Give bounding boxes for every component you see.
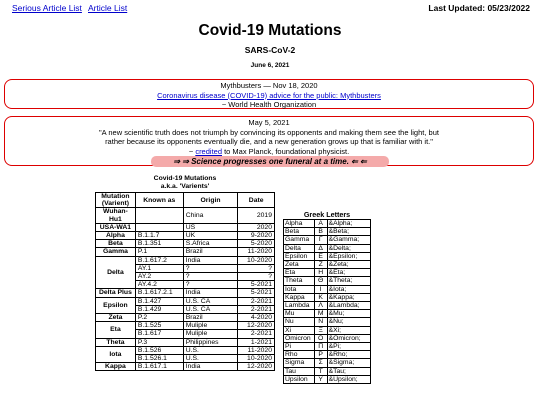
date-cell: 11-2020	[238, 346, 275, 354]
letter-name-cell: Tau	[284, 367, 315, 375]
letter-char-cell: Α	[314, 220, 327, 228]
letter-entity-cell: &Omicron;	[327, 334, 370, 342]
letter-char-cell: Ζ	[314, 261, 327, 269]
table-row	[284, 244, 371, 252]
variant-name: USA-WA1	[96, 223, 136, 231]
variant-name: Eta	[96, 322, 136, 338]
top-nav	[10, 3, 530, 16]
known-as-cell: AY.1	[135, 264, 183, 272]
variant-name: Beta	[96, 240, 136, 248]
last-updated: Last Updated: 05/23/2022	[428, 3, 530, 13]
funeral-banner: ⇒ ⇒ Science progresses one funeral at a time. ⇐ ⇐	[151, 156, 389, 167]
origin-cell: ?	[183, 281, 238, 289]
table-row	[96, 223, 275, 231]
letter-name-cell: Mu	[284, 310, 315, 318]
table-row	[284, 302, 371, 310]
letter-name-cell: Kappa	[284, 293, 315, 301]
table-row	[284, 293, 371, 301]
article-list-link[interactable]: Article List	[88, 3, 128, 13]
letter-char-cell: Ρ	[314, 351, 327, 359]
origin-cell: U.S.	[183, 346, 238, 354]
col-header-date: Date	[238, 193, 275, 208]
table-row	[96, 338, 275, 346]
date-cell: 2-2021	[238, 297, 275, 305]
table-row	[96, 297, 275, 305]
variant-name: Iota	[96, 346, 136, 362]
variant-name: Gamma	[96, 248, 136, 256]
date-cell: 5-2021	[238, 281, 275, 289]
letter-name-cell: Iota	[284, 285, 315, 293]
letter-name-cell: Upsilon	[284, 375, 315, 383]
quote-line-2: rather because its opponents eventually die, and a new generation grows up that is familiar with it."	[105, 137, 433, 146]
date-cell: ?	[238, 273, 275, 281]
date-cell: 4-2020	[238, 314, 275, 322]
variant-name: Theta	[96, 338, 136, 346]
table-row	[96, 208, 275, 223]
credit-prefix: ~	[188, 146, 196, 156]
who-mythbusters-link[interactable]: Coronavirus disease (COVID-19) advice for the public: Mythbusters	[157, 90, 381, 100]
known-as-cell: B.1.427	[135, 297, 183, 305]
origin-cell: S.Africa	[183, 240, 238, 248]
known-as-cell: B.1.351	[135, 240, 183, 248]
table-row	[96, 346, 275, 354]
table-row	[284, 367, 371, 375]
letter-entity-cell: &Sigma;	[327, 359, 370, 367]
variant-name: Kappa	[96, 363, 136, 371]
origin-cell: Muliple	[183, 330, 238, 338]
origin-cell: U.S.	[183, 355, 238, 363]
letter-char-cell: Κ	[314, 293, 327, 301]
variant-name: Delta	[96, 256, 136, 289]
date-cell: 12-2020	[238, 322, 275, 330]
letter-entity-cell: &Eta;	[327, 269, 370, 277]
table-row	[96, 314, 275, 322]
letter-char-cell: Π	[314, 343, 327, 351]
date-cell: 2-2021	[238, 305, 275, 313]
date-cell: 9-2020	[238, 232, 275, 240]
letter-name-cell: Delta	[284, 244, 315, 252]
table-row	[284, 326, 371, 334]
origin-cell: Philippines	[183, 338, 238, 346]
letter-entity-cell: &Zeta;	[327, 261, 370, 269]
variant-name: Alpha	[96, 232, 136, 240]
variant-name: Epsilon	[96, 297, 136, 313]
letter-char-cell: Β	[314, 228, 327, 236]
date-cell: 2-2021	[238, 330, 275, 338]
known-as-cell: B.1.617.1	[135, 363, 183, 371]
col-header-origin: Origin	[183, 193, 238, 208]
letter-name-cell: Omicron	[284, 334, 315, 342]
table-row	[284, 269, 371, 277]
letter-name-cell: Nu	[284, 318, 315, 326]
letter-entity-cell: &Upsilon;	[327, 375, 370, 383]
letter-name-cell: Sigma	[284, 359, 315, 367]
origin-cell: Muliple	[183, 322, 238, 330]
known-as-cell: AY.2	[135, 273, 183, 281]
letter-char-cell: Θ	[314, 277, 327, 285]
letter-char-cell: Ο	[314, 334, 327, 342]
letter-char-cell: Υ	[314, 375, 327, 383]
table-row	[284, 252, 371, 260]
origin-cell: ?	[183, 264, 238, 272]
letter-entity-cell: &Tau;	[327, 367, 370, 375]
credited-link[interactable]: credited	[195, 146, 222, 156]
date-cell: ?	[238, 264, 275, 272]
letter-entity-cell: &Beta;	[327, 228, 370, 236]
page-title: Covid-19 Mutations	[198, 22, 342, 39]
letter-entity-cell: &Xi;	[327, 326, 370, 334]
letter-name-cell: Eta	[284, 269, 315, 277]
letter-entity-cell: &Lambda;	[327, 302, 370, 310]
table-row	[96, 232, 275, 240]
known-as-cell: B.1.526.1	[135, 355, 183, 363]
table-row	[96, 363, 275, 371]
table-row	[284, 318, 371, 326]
letter-entity-cell: &Nu;	[327, 318, 370, 326]
variant-name: Delta Plus	[96, 289, 136, 297]
date-cell: 12-2020	[238, 363, 275, 371]
letter-char-cell: Ι	[314, 285, 327, 293]
credit-suffix: to Max Planck, foundational physicist.	[222, 146, 350, 156]
origin-cell: Brazil	[183, 314, 238, 322]
letter-name-cell: Rho	[284, 351, 315, 359]
letter-name-cell: Xi	[284, 326, 315, 334]
date-cell: 11-2020	[238, 248, 275, 256]
date-cell: 10-2020	[238, 256, 275, 264]
greek-letters-table	[283, 219, 371, 384]
known-as-cell: B.1.617.2.1	[135, 289, 183, 297]
origin-cell: U.S. CA	[183, 305, 238, 313]
known-as-cell: B.1.525	[135, 322, 183, 330]
serious-article-list-link[interactable]: Serious Article List	[12, 3, 82, 13]
letter-char-cell: Η	[314, 269, 327, 277]
table-row	[284, 343, 371, 351]
table-row	[284, 334, 371, 342]
letter-char-cell: Ε	[314, 252, 327, 260]
table-row	[284, 220, 371, 228]
table-row	[284, 310, 371, 318]
origin-cell: India	[183, 256, 238, 264]
letter-char-cell: Τ	[314, 367, 327, 375]
mutations-caption	[95, 175, 275, 191]
known-as-cell: B.1.1.7	[135, 232, 183, 240]
origin-cell: China	[183, 208, 238, 223]
mutations-caption-title: Covid-19 Mutations	[153, 175, 217, 182]
known-as-cell: B.1.429	[135, 305, 183, 313]
mythbusters-heading: Mythbusters — Nov 18, 2020	[220, 81, 318, 90]
letter-name-cell: Gamma	[284, 236, 315, 244]
table-row	[284, 285, 371, 293]
letter-entity-cell: &Pi;	[327, 343, 370, 351]
letter-char-cell: Ν	[314, 318, 327, 326]
table-row	[96, 240, 275, 248]
mutations-caption-subtitle: a.k.a. 'Varients'	[160, 183, 210, 190]
letter-entity-cell: &Rho;	[327, 351, 370, 359]
known-as-cell: P.1	[135, 248, 183, 256]
date-cell: 2020	[238, 223, 275, 231]
known-as-cell	[135, 223, 183, 231]
origin-cell: Brazil	[183, 248, 238, 256]
known-as-cell: P.3	[135, 338, 183, 346]
table-row	[284, 277, 371, 285]
variant-name: Zeta	[96, 314, 136, 322]
letter-char-cell: Γ	[314, 236, 327, 244]
table-row	[96, 289, 275, 297]
known-as-cell	[135, 208, 183, 223]
greek-letters-caption: Greek Letters	[303, 210, 351, 219]
letter-char-cell: Δ	[314, 244, 327, 252]
quote-date: May 5, 2021	[248, 118, 290, 127]
table-row	[96, 248, 275, 256]
date-cell: 5-2020	[238, 240, 275, 248]
col-header-mutation: Mutation (Varient)	[96, 193, 136, 208]
letter-name-cell: Theta	[284, 277, 315, 285]
origin-cell: US	[183, 223, 238, 231]
letter-char-cell: Μ	[314, 310, 327, 318]
quote-credit	[5, 147, 533, 157]
letter-char-cell: Σ	[314, 359, 327, 367]
table-row	[284, 375, 371, 383]
letter-name-cell: Pi	[284, 343, 315, 351]
letter-entity-cell: &Alpha;	[327, 220, 370, 228]
letter-name-cell: Epsilon	[284, 252, 315, 260]
letter-entity-cell: &Gamma;	[327, 236, 370, 244]
letter-char-cell: Λ	[314, 302, 327, 310]
mutations-table	[95, 192, 275, 371]
date-cell: 1-2021	[238, 338, 275, 346]
letter-entity-cell: &Epsilon;	[327, 252, 370, 260]
letter-entity-cell: &Delta;	[327, 244, 370, 252]
letter-entity-cell: &Kappa;	[327, 293, 370, 301]
known-as-cell: AY.4.2	[135, 281, 183, 289]
table-row	[96, 256, 275, 264]
table-row	[96, 322, 275, 330]
quote-line-1: "A new scientific truth does not triumph by convincing its opponents and making them see the light, but	[99, 127, 439, 137]
date-cell: 5-2021	[238, 289, 275, 297]
origin-cell: ?	[183, 273, 238, 281]
origin-cell: UK	[183, 232, 238, 240]
who-source: ~ World Health Organization	[221, 100, 317, 109]
table-row	[284, 261, 371, 269]
letter-entity-cell: &Iota;	[327, 285, 370, 293]
date-cell: 10-2020	[238, 355, 275, 363]
letter-name-cell: Alpha	[284, 220, 315, 228]
letter-name-cell: Zeta	[284, 261, 315, 269]
letter-name-cell: Beta	[284, 228, 315, 236]
letter-char-cell: Ξ	[314, 326, 327, 334]
table-row	[284, 359, 371, 367]
date-cell: 2019	[238, 208, 275, 223]
origin-cell: India	[183, 289, 238, 297]
table-row	[284, 351, 371, 359]
origin-cell: U.S. CA	[183, 297, 238, 305]
table-row	[284, 236, 371, 244]
table-row	[284, 228, 371, 236]
origin-cell: India	[183, 363, 238, 371]
col-header-known-as: Known as	[135, 193, 183, 208]
letter-name-cell: Lambda	[284, 302, 315, 310]
variant-name: Wuhan-Hu1	[96, 208, 136, 223]
letter-entity-cell: &Mu;	[327, 310, 370, 318]
mythbusters-callout	[4, 79, 534, 109]
known-as-cell: B.1.617	[135, 330, 183, 338]
publish-date: June 6, 2021	[250, 62, 290, 69]
known-as-cell: B.1.526	[135, 346, 183, 354]
known-as-cell: B.1.617.2	[135, 256, 183, 264]
known-as-cell: P.2	[135, 314, 183, 322]
letter-entity-cell: &Theta;	[327, 277, 370, 285]
page-subtitle: SARS-CoV-2	[244, 45, 296, 55]
